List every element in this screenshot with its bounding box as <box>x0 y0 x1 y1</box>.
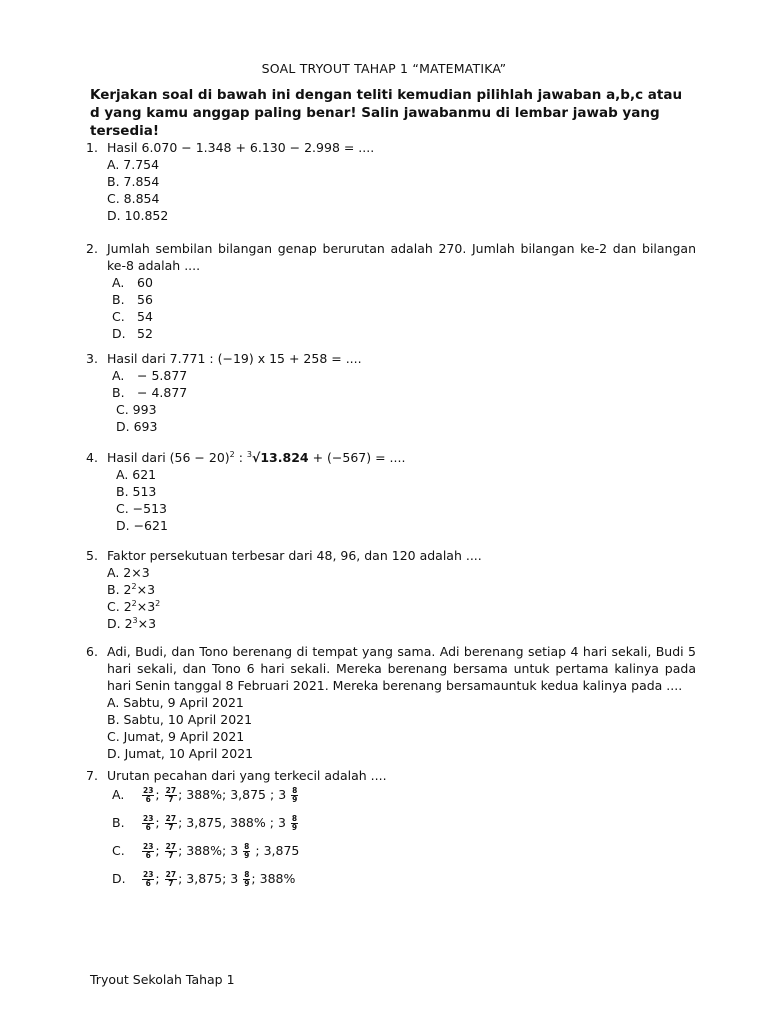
fraction: $\frac{8}{9}$ <box>244 870 250 888</box>
option-c: C. $\frac{23}{6}$ ; $\frac{27}{7}$ ; 388%; 3 $\frac{8}{9}$ ; 3,875 <box>112 842 300 860</box>
root-value: 13.824 <box>260 450 309 465</box>
option-a: A. $\frac{23}{6}$ ; $\frac{27}{7}$ ; 388%; 3,875 ; 3 $\frac{8}{9}$ <box>112 786 298 804</box>
question-number: 6. <box>86 644 98 659</box>
option-c: C. $2^2\times 3^2$ <box>107 599 161 614</box>
fraction: $\frac{8}{9}$ <box>292 786 298 804</box>
option-b: B. Sabtu, 10 April 2021 <box>107 712 253 727</box>
question-text: Urutan pecahan dari yang terkecil adalah .... <box>107 768 387 783</box>
option-b: B. $2^2\times 3$ <box>107 582 156 597</box>
option-d: D. 10.852 <box>107 208 169 223</box>
question-3 <box>86 350 696 435</box>
option-c: C. Jumat, 9 April 2021 <box>107 729 245 744</box>
question-5 <box>86 547 696 632</box>
fraction: $\frac{23}{6}$ <box>142 842 154 860</box>
document-title: SOAL TRYOUT TAHAP 1 “MATEMATIKA” <box>261 61 507 76</box>
option-c: C. 993 <box>116 402 157 417</box>
question-number: 1. <box>86 140 98 155</box>
fraction: $\frac{23}{6}$ <box>142 814 154 832</box>
question-text: Hasil dari 7.771 : (−19) x 15 + 258 = .... <box>107 351 362 366</box>
option-d: D. −621 <box>116 518 168 533</box>
page-footer: Tryout Sekolah Tahap 1 <box>90 972 235 987</box>
fraction: $\frac{27}{7}$ <box>165 786 177 804</box>
question-text: Jumlah sembilan bilangan genap berurutan adalah 270. Jumlah bilangan ke-2 dan bilangan ke-8 adalah .... <box>107 241 696 273</box>
option-d: D. 693 <box>116 419 158 434</box>
question-7 <box>86 767 696 893</box>
option-b: B. 56 <box>112 292 153 307</box>
fraction: $\frac{27}{7}$ <box>165 842 177 860</box>
option-a: A. 60 <box>112 275 153 290</box>
option-c: C. 54 <box>112 309 153 324</box>
fraction: $\frac{23}{6}$ <box>142 870 154 888</box>
option-a: A. − 5.877 <box>112 368 188 383</box>
root-symbol: √ <box>252 450 261 465</box>
option-a: A. 7.754 <box>107 157 160 172</box>
question-number: 4. <box>86 450 98 465</box>
question-4 <box>86 449 696 534</box>
question-text: Hasil 6.070 − 1.348 + 6.130 − 2.998 = .... <box>107 140 375 155</box>
question-text: Faktor persekutuan terbesar dari 48, 96, dan 120 adalah .... <box>107 548 482 563</box>
question-number: 5. <box>86 548 98 563</box>
option-a: A. Sabtu, 9 April 2021 <box>107 695 244 710</box>
question-1 <box>86 139 696 224</box>
question-number: 2. <box>86 241 98 256</box>
question-number: 3. <box>86 351 98 366</box>
question-text: Adi, Budi, dan Tono berenang di tempat yang sama. Adi berenang setiap 4 hari sekali, Budi 5 hari sekali, dan Tono 6 hari sekali. Mereka berenang bersama untuk pertama kalinya pada hari Senin tanggal 8 Februari 2021. Mereka berenang bersamauntuk kedua kalinya pada .... <box>107 644 696 693</box>
option-d: D. $2^3\times 3$ <box>107 616 157 631</box>
fraction: $\frac{8}{9}$ <box>244 842 250 860</box>
root-index: 3 <box>246 450 253 459</box>
fraction: $\frac{23}{6}$ <box>142 786 154 804</box>
question-number: 7. <box>86 768 98 783</box>
option-b: B. 7.854 <box>107 174 160 189</box>
question-text: Hasil dari $(56 - 20)^2$ : $^3$√13.824 + (−567) = .... <box>107 450 406 465</box>
option-a: A. 621 <box>116 467 157 482</box>
instruction-text: Kerjakan soal di bawah ini dengan teliti kemudian pilihlah jawaban a,b,c atau d yang kamu anggap paling benar! Salin jawabanmu di lembar jawab yang tersedia! <box>90 87 683 139</box>
fraction: $\frac{27}{7}$ <box>165 870 177 888</box>
option-a: A. 2×3 <box>107 565 150 580</box>
question-2 <box>86 240 696 342</box>
option-c: C. 8.854 <box>107 191 160 206</box>
option-d: D. $\frac{23}{6}$ ; $\frac{27}{7}$ ; 3,875; 3 $\frac{8}{9}$ ; 388% <box>112 870 296 888</box>
option-d: D. Jumat, 10 April 2021 <box>107 746 254 761</box>
option-b: B. $\frac{23}{6}$ ; $\frac{27}{7}$ ; 3,875, 388% ; 3 $\frac{8}{9}$ <box>112 814 298 832</box>
option-c: C. −513 <box>116 501 168 516</box>
fraction: $\frac{27}{7}$ <box>165 814 177 832</box>
option-b: B. − 4.877 <box>112 385 188 400</box>
fraction: $\frac{8}{9}$ <box>291 814 298 832</box>
option-b: B. 513 <box>116 484 157 499</box>
question-6 <box>86 643 696 762</box>
option-d: D. 52 <box>112 326 153 341</box>
